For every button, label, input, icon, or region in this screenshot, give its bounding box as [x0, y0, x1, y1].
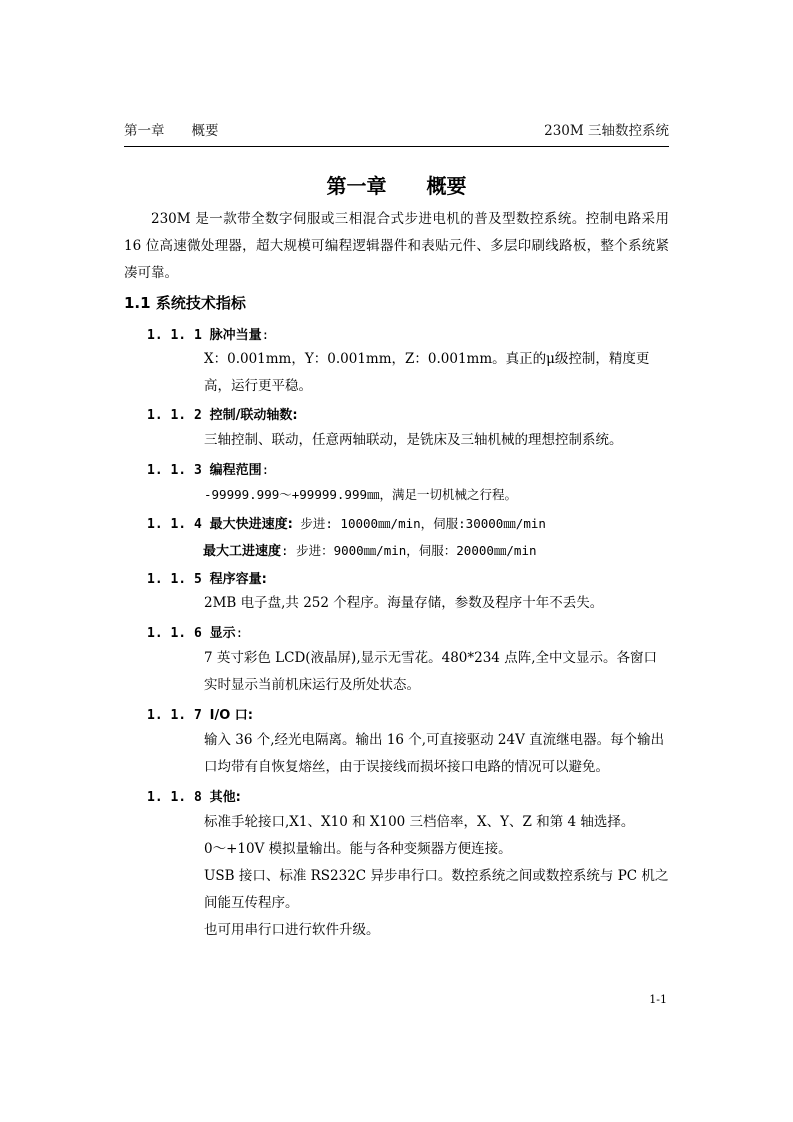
item-colon: :	[281, 543, 289, 558]
item-heading-1-1-8	[147, 786, 241, 805]
section-number: 1.1	[124, 294, 151, 312]
item-number: 1. 1. 5	[147, 572, 202, 587]
item-colon: :	[261, 462, 270, 477]
item-body-1-1-7: 输入 36 个,经光电隔离。输出 16 个,可直接驱动 24V 直流继电器。每个输出口均带有自恢复熔丝，由于误接线而损坏接口电路的情况可以避免。	[204, 732, 665, 775]
item-number: 1. 1. 1	[147, 328, 202, 343]
header-rule	[124, 146, 669, 147]
feed-speed-line	[203, 540, 537, 559]
item-number: 1. 1. 7	[147, 708, 202, 723]
item-colon: :	[235, 790, 241, 805]
item-body-1-1-1: X：0.001mm，Y：0.001mm，Z：0.001mm。真正的μ级控制，精度更高，运行更平稳。	[204, 351, 650, 394]
item-colon: :	[287, 517, 293, 532]
feed-speed-value: 步进：9000㎜/min，伺服：20000㎜/min	[288, 543, 537, 558]
item-colon: :	[292, 408, 298, 423]
item-label: 其他	[209, 790, 236, 805]
item-label: 编程范围	[209, 463, 262, 478]
item-colon: :	[261, 327, 270, 342]
item-heading-1-1-4	[147, 513, 546, 532]
feed-speed-label: 最大工进速度	[203, 544, 282, 559]
item-heading-1-1-3	[147, 459, 269, 478]
item-number: 1. 1. 8	[147, 790, 202, 805]
item-body-1-1-8-line-1: 标准手轮接口,X1、X10 和 X100 三档倍率，X、Y、Z 和第 4 轴选择。	[204, 814, 635, 830]
item-body-1-1-3: -99999.999～+99999.999㎜，满足一切机械之行程。	[204, 487, 518, 502]
item-body-1-1-6: 7 英寸彩色 LCD(液晶屏),显示无雪花。480*234 点阵,全中文显示。各窗口实时显示当前机床运行及所处状态。	[204, 650, 657, 693]
item-body-1-1-8-line-3: USB 接口、标准 RS232C 异步串行口。数控系统之间或数控系统与 PC 机之间能互传程序。	[204, 868, 669, 911]
item-label: 脉冲当量	[209, 328, 262, 343]
section-heading	[124, 292, 246, 313]
item-label: 控制/联动轴数	[209, 408, 293, 423]
item-number: 1. 1. 4	[147, 517, 202, 532]
header-chapter: 第一章 概要	[124, 123, 219, 139]
item-label: I/O 口	[209, 708, 248, 723]
item-label: 程序容量	[209, 572, 262, 587]
intro-paragraph: 230M 是一款带全数字伺服或三相混合式步进电机的普及型数控系统。控制电路采用 16 位高速微处理器，超大规模可编程逻辑器件和表贴元件、多层印刷线路板，整个系统紧凑可靠。	[124, 211, 669, 281]
page-number: 1-1	[649, 993, 667, 1006]
rapid-speed-value: 步进: 10000㎜/min，伺服:30000㎜/min	[292, 516, 546, 531]
item-number: 1. 1. 3	[147, 463, 202, 478]
chapter-title: 第一章 概要	[326, 174, 467, 198]
item-colon: :	[235, 625, 244, 640]
running-header	[124, 119, 669, 141]
item-label: 显示	[209, 626, 236, 641]
item-heading-1-1-1	[147, 324, 269, 343]
item-heading-1-1-7	[147, 704, 253, 723]
item-heading-1-1-2	[147, 404, 298, 423]
item-heading-1-1-5	[147, 568, 267, 587]
item-heading-1-1-6	[147, 622, 243, 641]
header-product: 230M 三轴数控系统	[544, 123, 669, 139]
item-label: 最大快进速度	[209, 517, 288, 532]
item-body-1-1-8-line-4: 也可用串行口进行软件升级。	[204, 922, 380, 938]
item-body-1-1-2: 三轴控制、联动，任意两轴联动，是铣床及三轴机械的理想控制系统。	[204, 432, 623, 448]
section-title: 系统技术指标	[155, 294, 246, 312]
item-number: 1. 1. 6	[147, 626, 202, 641]
item-body-1-1-5: 2MB 电子盘,共 252 个程序。海量存储，参数及程序十年不丢失。	[204, 595, 604, 611]
item-body-1-1-8-line-2: 0～+10V 模拟量输出。能与各种变频器方便连接。	[204, 841, 512, 857]
item-colon: :	[261, 572, 267, 587]
item-colon: :	[247, 708, 253, 723]
item-number: 1. 1. 2	[147, 408, 202, 423]
